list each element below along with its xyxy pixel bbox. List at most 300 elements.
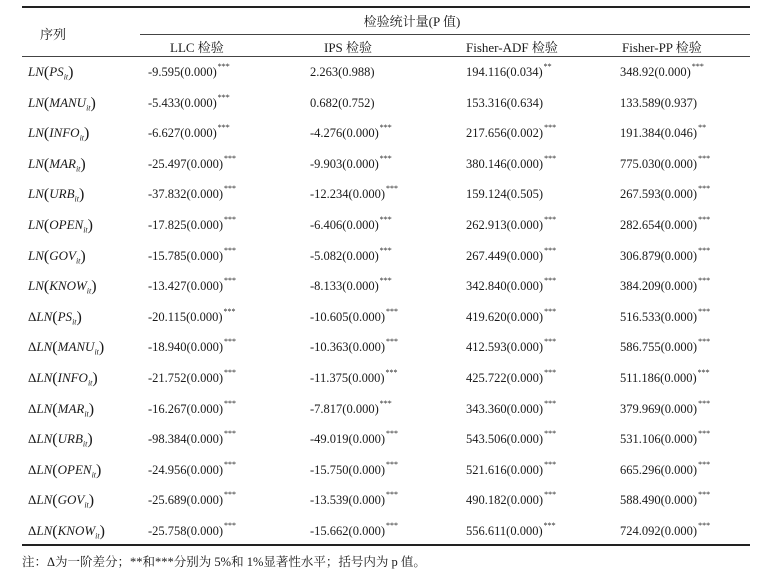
- fisher-pp-cell: [620, 215, 711, 233]
- significance-stars: ***: [217, 62, 230, 71]
- variable-name: OPEN: [57, 461, 92, 477]
- llc-cell: [148, 245, 236, 264]
- fisher-adf-cell: [466, 276, 557, 294]
- table-row: [22, 58, 750, 89]
- significance-stars: ***: [386, 306, 398, 316]
- series-label: [28, 430, 93, 449]
- statistic-value: -15.785(0.000): [148, 248, 223, 263]
- significance-stars: ***: [379, 153, 392, 163]
- statistic-value: 586.755(0.000): [620, 340, 698, 355]
- log-prefix: LN: [28, 155, 44, 171]
- statistic-value: -4.276(0.000): [310, 126, 379, 141]
- log-prefix: LN: [28, 247, 44, 263]
- close-paren: ): [87, 431, 93, 449]
- significance-stars: ***: [224, 368, 236, 377]
- sequence-header: 序列: [40, 27, 67, 42]
- open-paren: (: [52, 370, 58, 387]
- delta-symbol: Δ: [28, 523, 37, 538]
- close-paren: ): [91, 278, 97, 296]
- log-prefix: LN: [36, 431, 53, 447]
- series-label: [28, 63, 73, 82]
- series-label: [28, 369, 98, 388]
- table-row: [22, 395, 750, 426]
- series-label: [28, 247, 86, 266]
- fisher-adf-cell: [466, 459, 557, 478]
- fisher-adf-cell: [466, 96, 543, 111]
- statistic-value: -5.433(0.000): [148, 95, 217, 110]
- close-paren: ): [92, 370, 98, 387]
- ips-cell: [310, 306, 398, 325]
- statistic-value: 2.263(0.988): [310, 65, 375, 79]
- subscript-it: it: [84, 500, 89, 510]
- fisher-adf-cell: [466, 187, 543, 202]
- statistic-value: -7.817(0.000): [310, 401, 379, 416]
- series-label: [28, 94, 96, 113]
- variable-name: MAR: [57, 400, 85, 416]
- llc-cell: [148, 337, 236, 355]
- significance-stars: ***: [698, 398, 711, 408]
- significance-stars: ***: [543, 521, 556, 530]
- statistic-value: 543.506(0.000): [466, 432, 544, 447]
- close-paren: ): [88, 492, 95, 510]
- variable-name: MANU: [49, 94, 87, 110]
- variable-name: GOV: [49, 247, 76, 263]
- significance-stars: ***: [698, 153, 711, 163]
- statistic-value: -15.662(0.000): [310, 524, 385, 538]
- table-row: [22, 364, 750, 395]
- significance-stars: ***: [544, 429, 557, 439]
- significance-stars: ***: [386, 490, 398, 500]
- open-paren: (: [52, 492, 58, 510]
- ips-cell: [310, 96, 375, 111]
- log-prefix: LN: [28, 186, 44, 202]
- ips-cell: [310, 368, 398, 386]
- llc-cell: [148, 459, 236, 478]
- llc-cell: [148, 92, 230, 111]
- statistic-value: -6.627(0.000): [148, 126, 217, 141]
- statistic-value: 217.656(0.002): [466, 126, 544, 141]
- ips-cell: [310, 276, 392, 294]
- subscript-it: it: [94, 347, 99, 357]
- statistic-value: 412.593(0.000): [466, 340, 544, 355]
- significance-stars: ***: [544, 276, 557, 286]
- fisher-adf-cell: [466, 429, 557, 447]
- statistic-value: 262.913(0.000): [466, 218, 544, 232]
- significance-stars: ***: [544, 306, 557, 316]
- statistic-value: 159.124(0.505): [466, 187, 544, 202]
- significance-stars: ***: [544, 459, 557, 469]
- ips-cell: [310, 398, 392, 417]
- fisher-pp-cell: [620, 276, 711, 294]
- significance-stars: ***: [698, 245, 711, 255]
- significance-stars: ***: [544, 398, 557, 408]
- open-paren: (: [43, 155, 50, 173]
- significance-stars: ***: [544, 490, 557, 500]
- statistic-value: 511.186(0.000): [620, 371, 697, 385]
- fisher-pp-cell: [620, 184, 711, 202]
- series-label: [28, 308, 82, 327]
- significance-stars: ***: [698, 215, 711, 224]
- significance-stars: ***: [379, 276, 392, 286]
- variable-name: PS: [57, 308, 73, 324]
- ips-cell: [310, 521, 398, 539]
- variable-name: KNOW: [49, 278, 87, 294]
- fisher-adf-cell: [466, 398, 557, 417]
- fisher-pp-cell: [620, 521, 711, 539]
- significance-stars: ***: [698, 306, 711, 316]
- llc-cell: [148, 429, 236, 447]
- significance-stars: ***: [698, 429, 711, 439]
- variable-name: INFO: [57, 370, 88, 385]
- fisher-pp-cell: [620, 153, 711, 172]
- log-prefix: LN: [36, 308, 53, 324]
- fisher-pp-cell: [620, 123, 707, 141]
- llc-cell: [148, 153, 236, 172]
- statistic-value: 490.182(0.000): [466, 493, 544, 508]
- significance-stars: ***: [544, 337, 557, 347]
- table-row: [22, 456, 750, 487]
- llc-cell: [148, 276, 236, 294]
- col-header-llc: LLC 检验: [170, 40, 224, 55]
- significance-stars: ***: [698, 459, 711, 469]
- ips-cell: [310, 490, 398, 508]
- statistic-value: 379.969(0.000): [620, 401, 698, 416]
- subscript-it: it: [84, 409, 89, 419]
- significance-stars: ***: [386, 521, 398, 530]
- log-prefix: LN: [36, 370, 53, 385]
- series-label: [28, 277, 97, 296]
- statistic-value: 531.106(0.000): [620, 432, 698, 447]
- delta-symbol: Δ: [28, 492, 37, 508]
- significance-stars: ***: [698, 490, 711, 500]
- statistic-value: -21.752(0.000): [148, 371, 223, 385]
- fisher-adf-cell: [466, 62, 552, 80]
- statistic-value: 724.092(0.000): [620, 524, 698, 538]
- subscript-it: it: [72, 317, 77, 327]
- fisher-pp-cell: [620, 96, 697, 111]
- col-header-ips: IPS 检验: [324, 40, 373, 55]
- fisher-pp-cell: [620, 245, 711, 264]
- statistic-value: 194.116(0.034): [466, 65, 543, 79]
- significance-stars: ***: [224, 459, 236, 469]
- open-paren: (: [52, 400, 58, 418]
- subscript-it: it: [91, 470, 97, 480]
- llc-cell: [148, 521, 236, 539]
- significance-stars: ***: [691, 62, 704, 71]
- significance-stars: ***: [224, 184, 236, 194]
- statistic-value: -9.903(0.000): [310, 156, 379, 171]
- statistic-value: 342.840(0.000): [466, 279, 544, 294]
- significance-stars: ***: [544, 215, 557, 224]
- fisher-pp-cell: [620, 398, 711, 417]
- table-row: [22, 425, 750, 456]
- statistic-value: 267.593(0.000): [620, 187, 698, 202]
- fisher-adf-cell: [466, 245, 557, 264]
- close-paren: ): [80, 247, 86, 265]
- statistic-value: 665.296(0.000): [620, 462, 698, 477]
- open-paren: (: [52, 431, 58, 449]
- subscript-it: it: [82, 439, 88, 449]
- delta-symbol: Δ: [28, 339, 37, 355]
- variable-name: INFO: [49, 125, 80, 141]
- table-row: [22, 486, 750, 517]
- close-paren: ): [68, 64, 74, 81]
- statistic-value: -98.384(0.000): [148, 432, 223, 447]
- delta-symbol: Δ: [28, 370, 37, 385]
- log-prefix: LN: [28, 278, 44, 294]
- close-paren: ): [96, 461, 102, 479]
- statistic-value: -5.082(0.000): [310, 248, 379, 263]
- fisher-adf-cell: [466, 215, 557, 233]
- table-row: [22, 211, 750, 242]
- variable-name: KNOW: [57, 523, 96, 538]
- significance-stars: ***: [224, 429, 236, 439]
- significance-stars: ***: [217, 123, 230, 133]
- series-label: [28, 522, 105, 541]
- variable-name: MAR: [49, 155, 76, 171]
- statistic-value: 556.611(0.000): [466, 524, 543, 538]
- log-prefix: LN: [28, 94, 44, 110]
- statistic-value: 343.360(0.000): [466, 401, 544, 416]
- statistic-value: -18.940(0.000): [148, 340, 223, 355]
- subscript-it: it: [75, 164, 81, 174]
- statistic-value: -25.497(0.000): [148, 156, 223, 171]
- delta-symbol: Δ: [28, 461, 37, 477]
- statistic-value: 282.654(0.000): [620, 218, 698, 232]
- open-paren: (: [43, 64, 50, 81]
- open-paren: (: [43, 94, 50, 112]
- significance-stars: **: [698, 123, 707, 133]
- significance-stars: ***: [386, 184, 398, 194]
- open-paren: (: [52, 339, 58, 357]
- significance-stars: ***: [698, 184, 711, 194]
- statistic-value: 516.533(0.000): [620, 309, 698, 324]
- ips-cell: [310, 337, 398, 355]
- table-row: [22, 272, 750, 303]
- statistic-value: 384.209(0.000): [620, 279, 698, 294]
- close-paren: ): [98, 339, 105, 357]
- close-paren: ): [87, 217, 93, 234]
- ips-cell: [310, 215, 392, 233]
- significance-stars: ***: [379, 245, 392, 255]
- close-paren: ): [80, 155, 86, 173]
- series-label: [28, 338, 104, 357]
- close-paren: ): [76, 308, 82, 326]
- variable-name: GOV: [57, 492, 85, 508]
- statistic-value: 588.490(0.000): [620, 493, 698, 508]
- table-row: [22, 180, 750, 211]
- significance-stars: ***: [386, 337, 398, 347]
- statistic-value: -9.595(0.000): [148, 65, 217, 79]
- statistic-value: -10.363(0.000): [310, 340, 385, 355]
- fisher-pp-cell: [620, 337, 711, 355]
- fisher-pp-cell: [620, 490, 711, 508]
- subscript-it: it: [95, 531, 100, 541]
- group-title: 检验统计量(P 值): [363, 14, 461, 29]
- statistic-value: -25.758(0.000): [148, 524, 223, 538]
- series-label: [28, 185, 84, 204]
- fisher-pp-cell: [620, 429, 711, 447]
- log-prefix: LN: [28, 125, 44, 141]
- significance-stars: ***: [224, 153, 236, 163]
- open-paren: (: [43, 247, 50, 265]
- open-paren: (: [52, 461, 58, 479]
- llc-cell: [148, 215, 236, 233]
- series-label: [28, 216, 93, 235]
- significance-stars: ***: [224, 398, 236, 408]
- table-row: [22, 517, 750, 548]
- subscript-it: it: [86, 103, 91, 113]
- delta-symbol: Δ: [28, 431, 37, 447]
- significance-stars: ***: [379, 398, 392, 408]
- statistic-value: 267.449(0.000): [466, 248, 544, 263]
- statistic-value: -37.832(0.000): [148, 187, 223, 202]
- significance-stars: ***: [224, 245, 236, 255]
- log-prefix: LN: [36, 400, 53, 416]
- significance-stars: ***: [224, 276, 236, 286]
- statistic-value: -6.406(0.000): [310, 218, 379, 232]
- significance-stars: ***: [224, 490, 236, 500]
- statistic-value: 380.146(0.000): [466, 156, 544, 171]
- series-label: [28, 461, 101, 480]
- table-top-rule: [22, 6, 750, 8]
- log-prefix: LN: [36, 523, 53, 538]
- significance-stars: ***: [224, 337, 236, 347]
- ips-cell: [310, 123, 392, 141]
- fisher-pp-cell: [620, 368, 710, 386]
- open-paren: (: [52, 308, 58, 326]
- close-paren: ): [99, 523, 105, 540]
- llc-cell: [148, 62, 230, 80]
- open-paren: (: [43, 278, 50, 296]
- subscript-it: it: [75, 256, 81, 266]
- statistic-value: 191.384(0.046): [620, 126, 698, 141]
- llc-cell: [148, 490, 236, 508]
- llc-cell: [148, 123, 230, 141]
- statistic-value: -25.689(0.000): [148, 493, 223, 508]
- significance-stars: ***: [217, 92, 230, 102]
- log-prefix: LN: [36, 492, 53, 508]
- significance-stars: ***: [698, 521, 711, 530]
- llc-cell: [148, 368, 236, 386]
- significance-stars: **: [543, 62, 552, 71]
- significance-stars: ***: [224, 521, 236, 530]
- statistic-value: -16.267(0.000): [148, 401, 223, 416]
- col-header-fisher-adf: Fisher-ADF 检验: [466, 40, 558, 55]
- significance-stars: ***: [385, 368, 398, 377]
- fisher-adf-cell: [466, 306, 557, 325]
- statistic-value: 775.030(0.000): [620, 156, 698, 171]
- fisher-adf-cell: [466, 337, 557, 355]
- significance-stars: ***: [698, 276, 711, 286]
- variable-name: URB: [57, 431, 83, 447]
- series-label: [28, 491, 94, 510]
- significance-stars: ***: [544, 153, 557, 163]
- statistic-value: 133.589(0.937): [620, 95, 698, 110]
- significance-stars: ***: [544, 123, 557, 133]
- llc-cell: [148, 306, 236, 325]
- ips-cell: [310, 245, 392, 264]
- statistic-value: -17.825(0.000): [148, 218, 223, 232]
- header-divider: [140, 34, 750, 35]
- open-paren: (: [43, 217, 50, 234]
- log-prefix: LN: [28, 217, 44, 232]
- statistic-value: -11.375(0.000): [310, 371, 385, 385]
- open-paren: (: [52, 523, 58, 540]
- delta-symbol: Δ: [28, 308, 37, 324]
- statistic-value: 306.879(0.000): [620, 248, 698, 263]
- statistic-value: -15.750(0.000): [310, 462, 385, 477]
- log-prefix: LN: [36, 461, 53, 477]
- table-row: [22, 150, 750, 181]
- statistic-value: -13.427(0.000): [148, 279, 223, 294]
- close-paren: ): [90, 94, 96, 112]
- statistic-value: -12.234(0.000): [310, 187, 385, 202]
- subscript-it: it: [83, 225, 88, 235]
- fisher-adf-cell: [466, 490, 557, 508]
- significance-stars: ***: [379, 215, 392, 224]
- fisher-adf-cell: [466, 521, 556, 539]
- significance-stars: ***: [223, 306, 236, 316]
- ips-cell: [310, 153, 392, 172]
- statistic-value: -13.539(0.000): [310, 493, 385, 508]
- series-label: [28, 155, 86, 174]
- variable-name: PS: [49, 64, 64, 79]
- significance-stars: ***: [379, 123, 392, 133]
- open-paren: (: [43, 186, 50, 204]
- open-paren: (: [43, 125, 50, 143]
- subscript-it: it: [63, 72, 69, 82]
- header-bottom-rule: [22, 56, 750, 57]
- statistic-value: -24.956(0.000): [148, 462, 223, 477]
- ips-cell: [310, 429, 398, 447]
- subscript-it: it: [74, 194, 79, 204]
- table-row: [22, 333, 750, 364]
- log-prefix: LN: [36, 339, 53, 355]
- statistic-value: -49.019(0.000): [310, 432, 385, 447]
- close-paren: ): [88, 400, 95, 418]
- fisher-adf-cell: [466, 123, 557, 141]
- ips-cell: [310, 65, 375, 80]
- significance-stars: ***: [544, 245, 557, 255]
- table-bottom-rule: [22, 544, 750, 546]
- subscript-it: it: [79, 133, 85, 143]
- statistic-value: -10.605(0.000): [310, 309, 385, 324]
- table-row: [22, 242, 750, 273]
- significance-stars: ***: [698, 337, 711, 347]
- statistic-value: 0.682(0.752): [310, 95, 375, 110]
- statistic-value: -20.115(0.000): [148, 309, 223, 324]
- subscript-it: it: [86, 286, 92, 296]
- fisher-adf-cell: [466, 368, 557, 386]
- table-note: 注：Δ为一阶差分；**和***分别为 5%和 1%显著性水平；括号内为 p 值。: [22, 555, 426, 569]
- statistic-value: 521.616(0.000): [466, 462, 544, 477]
- statistic-value: 348.92(0.000): [620, 65, 691, 79]
- fisher-pp-cell: [620, 306, 711, 325]
- fisher-pp-cell: [620, 62, 704, 80]
- variable-name: MANU: [57, 339, 95, 355]
- fisher-pp-cell: [620, 459, 711, 478]
- ips-cell: [310, 184, 398, 202]
- significance-stars: ***: [224, 215, 236, 224]
- variable-name: OPEN: [49, 217, 84, 232]
- delta-symbol: Δ: [28, 400, 37, 416]
- statistic-value: 419.620(0.000): [466, 309, 544, 324]
- significance-stars: ***: [386, 459, 398, 469]
- statistic-value: -8.133(0.000): [310, 279, 379, 294]
- table-row: [22, 303, 750, 334]
- statistic-value: 153.316(0.634): [466, 95, 544, 110]
